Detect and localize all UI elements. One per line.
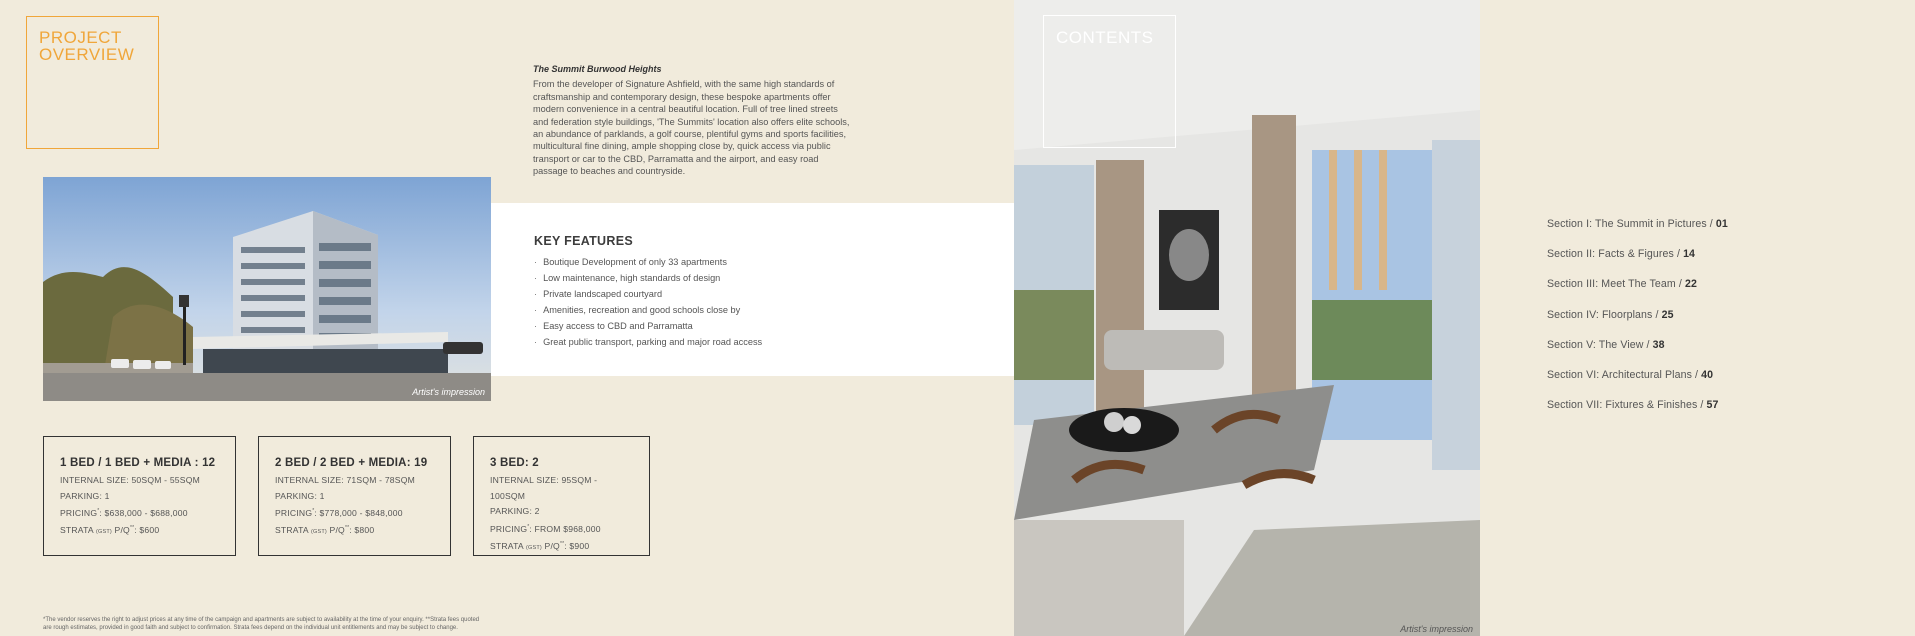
unit-internal-size: INTERNAL SIZE: 71SQM - 78SQM bbox=[275, 475, 415, 485]
toc-item[interactable]: Section V: The View / 38 bbox=[1547, 338, 1665, 351]
intro-text: From the developer of Signature Ashfield, with the same high standards of craftsmanship and contemporary design, these bespoke apartments offer modern convenience in a central beautiful location. Full of tree lined streets and federation style buildings, 'The Summits' location also offers elite schools, an abundance of parklands, a golf course, plentiful gyms and sports facilities, multicultural fine dining, ample shopping close by, quick access via public transport or car to the CBD, Parramatta and the airport, and easy road passage to beaches and countryside. bbox=[533, 79, 850, 177]
toc-item[interactable]: Section VI: Architectural Plans / 40 bbox=[1547, 368, 1714, 381]
unit-strata: STRATA (GST) P/Q**: $600 bbox=[60, 525, 160, 536]
project-overview-title: PROJECT OVERVIEW bbox=[39, 28, 135, 64]
toc-item[interactable]: Section III: Meet The Team / 22 bbox=[1547, 278, 1697, 291]
unit-pricing: PRICING*: $638,000 - $688,000 bbox=[60, 507, 188, 518]
unit-title: 3 BED: 2 bbox=[490, 457, 539, 469]
project-overview-box bbox=[26, 16, 159, 149]
toc-item[interactable]: Section IV: Floorplans / 25 bbox=[1547, 308, 1674, 321]
unit-card-2-bed bbox=[258, 436, 451, 556]
unit-pricing: PRICING*: FROM $968,000 bbox=[490, 523, 601, 534]
list-item: · Low maintenance, high standards of design bbox=[534, 270, 934, 286]
unit-pricing: PRICING*: $778,000 - $848,000 bbox=[275, 507, 403, 518]
list-item: · Boutique Development of only 33 apartments bbox=[534, 254, 934, 270]
building-image-caption: Artist's impression bbox=[412, 387, 485, 397]
intro-title: The Summit Burwood Heights bbox=[533, 64, 662, 74]
contents-box bbox=[1043, 15, 1176, 148]
unit-card-3-bed bbox=[473, 436, 650, 556]
toc-item[interactable]: Section VII: Fixtures & Finishes / 57 bbox=[1547, 399, 1719, 412]
toc-item[interactable]: Section II: Facts & Figures / 14 bbox=[1547, 248, 1696, 261]
unit-parking: PARKING: 1 bbox=[60, 490, 110, 501]
building-illustration bbox=[43, 177, 491, 401]
unit-internal-size: INTERNAL SIZE: 50SQM - 55SQM bbox=[60, 475, 200, 485]
building-image bbox=[43, 177, 491, 401]
interior-image-caption: Artist's impression bbox=[1400, 624, 1473, 634]
key-features bbox=[534, 234, 934, 350]
list-item: · Great public transport, parking and major road access bbox=[534, 334, 934, 350]
list-item: · Easy access to CBD and Parramatta bbox=[534, 318, 934, 334]
disclaimer: *The vendor reserves the right to adjust prices at any time of the campaign and apartments are subject to availability at the time of your enquiry. **Strata fees quoted are rough estimates, provided in good faith and subject to confirmation. Strata fees depend on the individual unit entitlements and may be subject to change. bbox=[43, 617, 480, 631]
unit-parking: PARKING: 1 bbox=[275, 490, 325, 501]
toc-item[interactable]: Section I: The Summit in Pictures / 01 bbox=[1547, 218, 1728, 230]
unit-internal-size: INTERNAL SIZE: 95SQM - 100SQM bbox=[490, 475, 598, 501]
unit-title: 2 BED / 2 BED + MEDIA: 19 bbox=[275, 457, 428, 469]
key-features-title: KEY FEATURES bbox=[534, 234, 633, 248]
contents-title: CONTENTS bbox=[1056, 28, 1154, 47]
table-of-contents bbox=[1547, 218, 1728, 429]
list-item: · Amenities, recreation and good schools close by bbox=[534, 302, 934, 318]
unit-title: 1 BED / 1 BED + MEDIA : 12 bbox=[60, 457, 216, 469]
list-item: · Private landscaped courtyard bbox=[534, 286, 934, 302]
key-features-list bbox=[534, 254, 934, 350]
unit-strata: STRATA (GST) P/Q**: $900 bbox=[490, 540, 590, 551]
intro-block bbox=[533, 63, 853, 178]
unit-parking: PARKING: 2 bbox=[490, 506, 540, 516]
unit-card-1-bed bbox=[43, 436, 236, 556]
unit-strata: STRATA (GST) P/Q**: $800 bbox=[275, 525, 375, 536]
